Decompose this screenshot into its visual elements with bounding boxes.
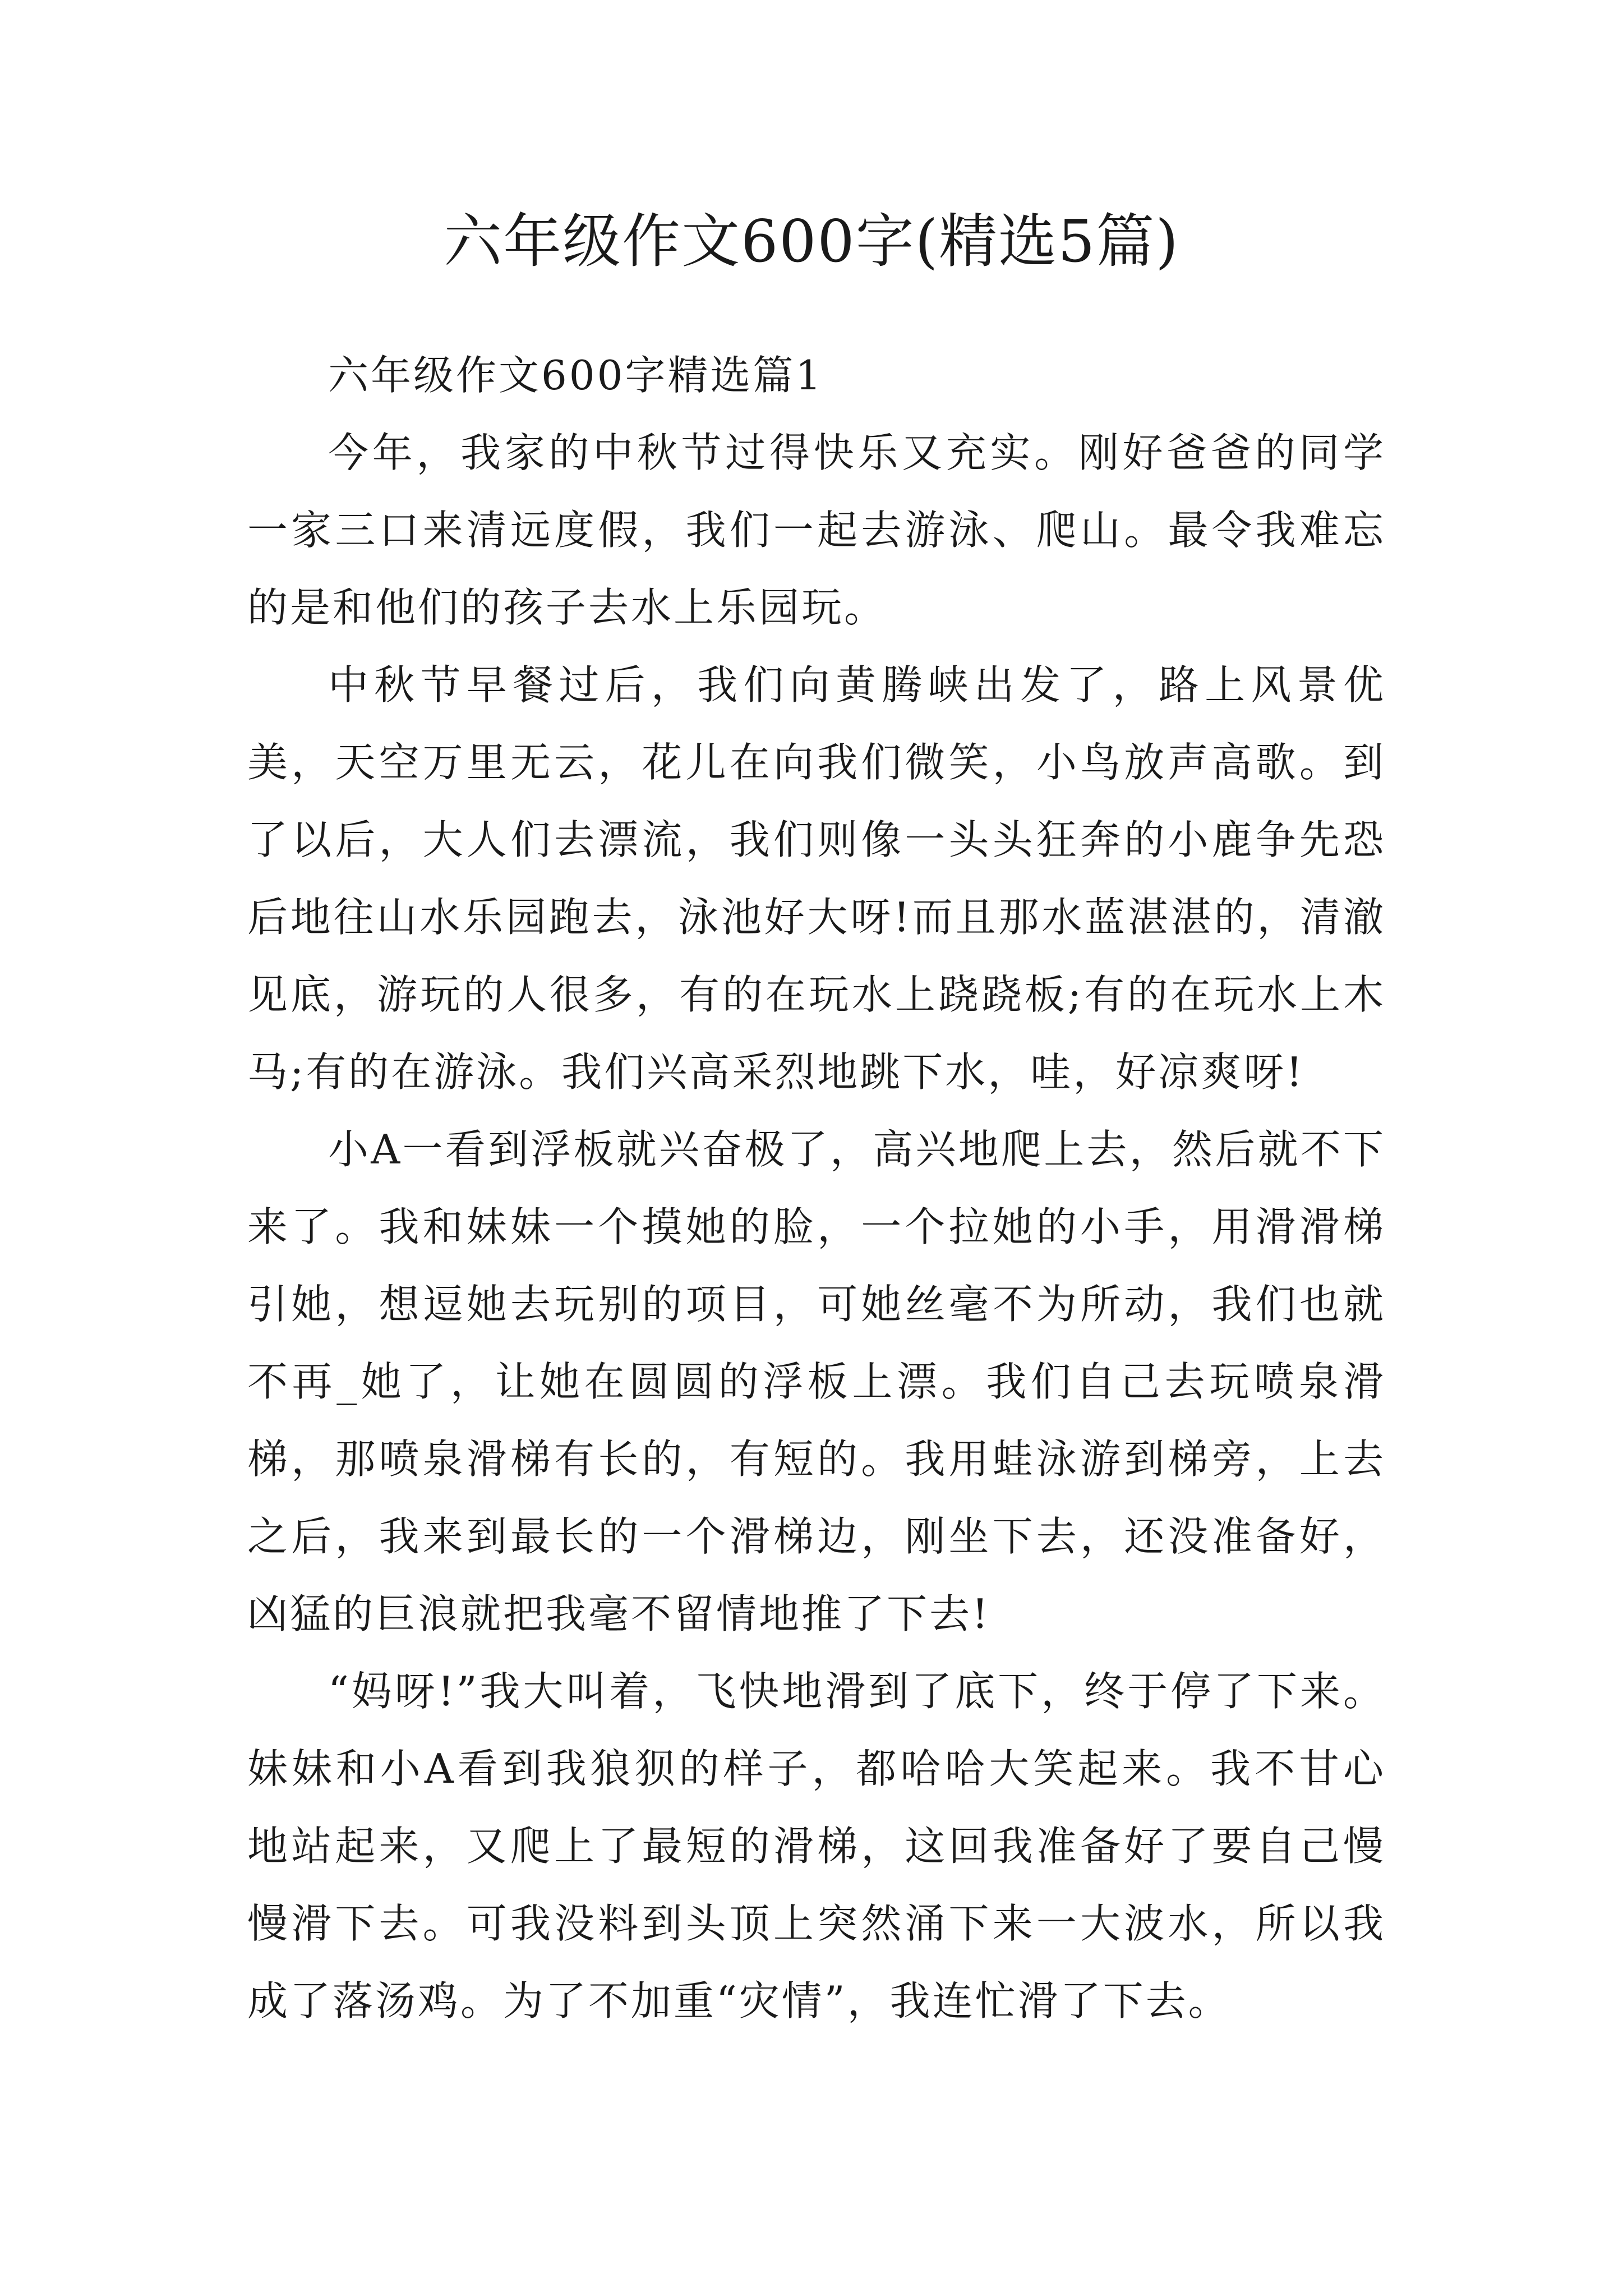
document-body [247,337,1386,2040]
document-title: 六年级作文600字(精选5篇) [444,207,1179,275]
paragraph: 中秋节早餐过后，我们向黄腾峡出发了，路上风景优美，天空万里无云，花儿在向我们微笑，小鸟放声高歌。到了以后，大人们去漂流，我们则像一头头狂奔的小鹿争先恐后地往山水乐园跑去，泳池好大呀!而且那水蓝湛湛的，清澈见底，游玩的人很多，有的在玩水上跷跷板;有的在玩水上木马;有的在游泳。我们兴高采烈地跳下水，哇，好凉爽呀! [247,661,1386,1096]
section-heading: 六年级作文600字精选篇1 [328,352,824,399]
paragraph: 小A一看到浮板就兴奋极了，高兴地爬上去，然后就不下来了。我和妹妹一个摸她的脸，一个拉她的小手，用滑滑梯引她，想逗她去玩别的项目，可她丝毫不为所动，我们也就不再_她了，让她在圆圆的浮板上漂。我们自己去玩喷泉滑梯，那喷泉滑梯有长的，有短的。我用蛙泳游到梯旁，上去之后，我来到最长的一个滑梯边，刚坐下去，还没准备好，凶猛的巨浪就把我毫不留情地推了下去! [247,1126,1386,1637]
paragraph: 今年，我家的中秋节过得快乐又充实。刚好爸爸的同学一家三口来清远度假，我们一起去游泳、爬山。最令我难忘的是和他们的孩子去水上乐园玩。 [247,429,1386,631]
paragraph: “妈呀!”我大叫着，飞快地滑到了底下，终于停了下来。妹妹和小A看到我狼狈的样子，都哈哈大笑起来。我不甘心地站起来，又爬上了最短的滑梯，这回我准备好了要自己慢慢滑下去。可我没料到头顶上突然涌下来一大波水，所以我成了落汤鸡。为了不加重“灾情”，我连忙滑了下去。 [247,1668,1386,2024]
